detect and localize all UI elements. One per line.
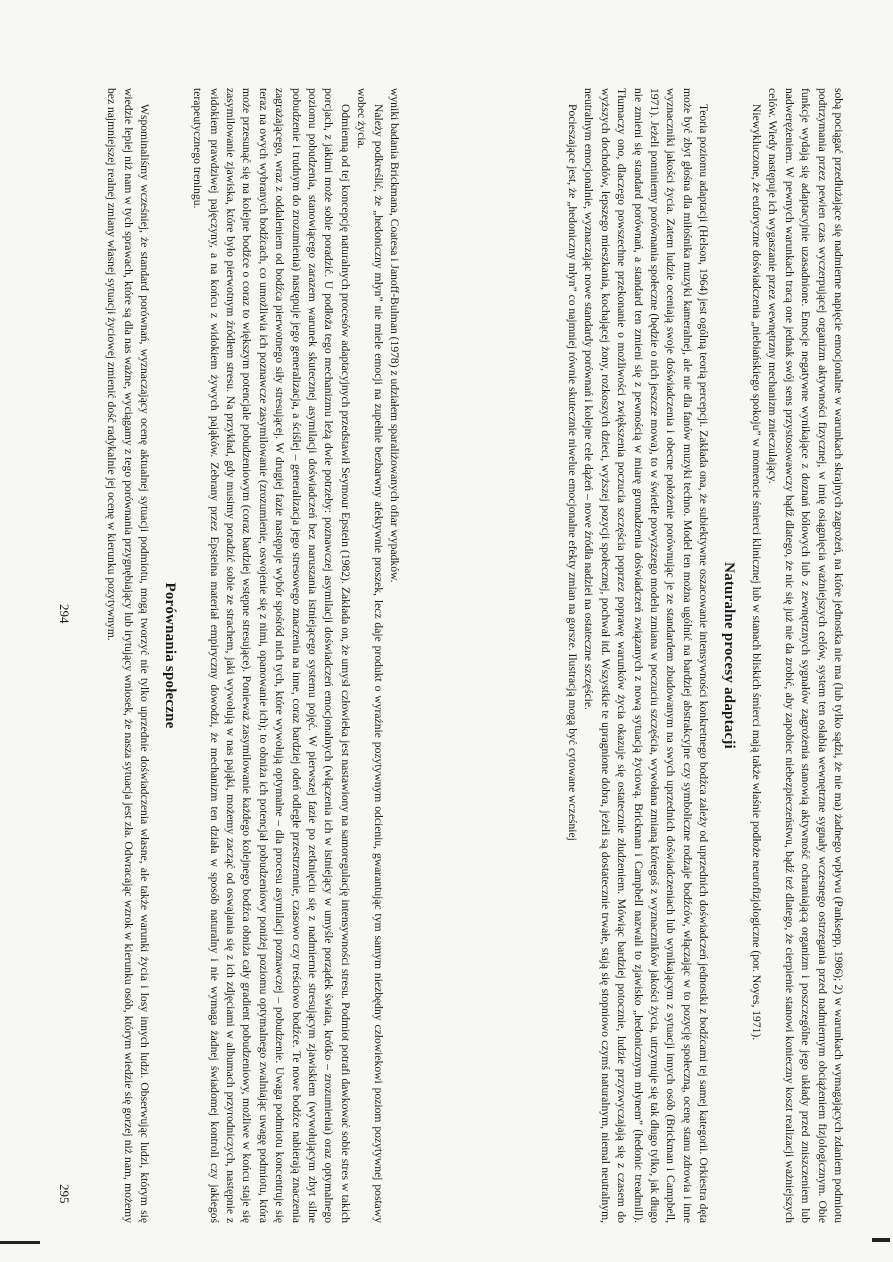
page-294 (431, 88, 846, 1223)
paragraph: Niewykluczone, że euforyczne doświadczenia „niebiańskiego spokoju” w momencie śmierci klinicznej lub w stanach bliskich śmierci mają także właśnie podłoże neurofizjologiczne (por. Noyes, 1971). (749, 104, 763, 1041)
paragraph: Odmienną od tej koncepcję naturalnych procesów adaptacyjnych przedstawił Seymour Epstein (1982). Zakłada on, że umysł człowieka jest nastawiony na samoregulację intensywności stresu. Podmiot potrafi dawkować sobie stres w takich porcjach, z jakimi może sobie poradzić. U podłoża tego mechanizmu leżą dwie potrzeby: poznawczej asymilacji doświadczeń emocjonalnych (włączenia ich w istniejący w umyśle porządek świata, krótko – zrozumienia) oraz optymalnego poziomu pobudzenia, stanowiącego zarazem warunek skutecznej asymilacji doświadczeń bez naruszania istniejącego systemu pojęć. W pierwszej fazie po zetknięciu się z nadmiernie stresującym zjawiskiem (wywołującym zbyt silne pobudzenie i trudnym do zrozumienia) następuje jego generalizacja, a ściślej – generalizacja jego stresowego znaczenia na inne, coraz bardziej odeń odległe przestrzennie, czasowo czy treściowo bodźce. Te nowe bodźce nabierają znaczenia zagrażającego, wraz z oddaleniem od bodźca pierwotnego siły stresującej. W drugiej fazie następuje wybór spośród nich tych, które wywołują optymalne – dla procesu asymilacji poznawczej – pobudzenie. Uwaga podmiotu koncentruje się teraz na owych wybranych bodźcach, co umożliwia ich poznawcze zasymilowanie (zrozumienie, oswojenie się z nimi, opanowanie ich); to obniża ich potencjał pobudzeniowy poniżej poziomu optymalnego zwalniając uwagę podmiotu, która może przesunąć się na kolejne bodźce o coraz to większym potencjale pobudzeniowym (coraz bardziej wstępne stresujące). Ponieważ zasymilowanie każdego kolejnego bodźca obniża cały gradient pobudzeniowy, możliwe w końcu staje się zasymilowanie zjawiska, które było pierwotnym źródłem stresu. Na przykład, gdy musimy poradzić sobie ze strachem, jaki wywołują w nas pająki, możemy zacząć od oswajania się z ich zdjęciami w albumach przyrodniczych, następnie z widokiem prawdziwej pajęczyny, a na końcu z widokiem żywych pająków. Zebrany przez Epsteina materiał empiryczny dowodzi, że mechanizm ten działa w sposób naturalny i nie wymaga żadnej świadomej kontroli czy jakiegoś terapeutycznego treningu. (191, 88, 352, 1223)
page-number: 295 (57, 1184, 72, 1204)
paragraph: Wspominaliśmy wcześniej, że standard porównań, wyznaczający ocenę aktualnej sytuacji podmiotu, mogą tworzyć nie tylko uprzednie doświadczenia własne, ale także warunki życia i losy innych ludzi. Obserwując ludzi, którym się wiedzie lepiej niż nam w tych sprawach, które są dla nas ważne, wyciągamy z tego porównania przygnębiający lub irytujący wniosek, że nasza sytuacja jest zła. Odwracając wzrok w kierunku osób, którym wiedzie się gorzej niż nam, możemy bez najmniejszej realnej zmiany własnej sytuacji życiowej zmienić dość radykalnie jej ocenę w kierunku pozytywnym. (105, 88, 152, 1223)
scan-edge-mark (872, 1238, 890, 1242)
scan-edge-mark (0, 1241, 40, 1244)
page-number: 294 (57, 604, 72, 624)
paragraph: Należy podkreślić, że „hedoniczny młyn” nie miele emocji na zupełnie bezbarwny afektywnie proszek, lecz daje produkt o wyraźnie pozytywnym odcieniu, gwarantując tym samym niezbędny człowiekowi poziom pozytywnej postawy wobec życia. (355, 88, 385, 1223)
paragraph: Teoria poziomu adaptacji (Helson, 1964) jest ogólną teorią percepcji. Zakłada ona, że subiektywne oszacowanie intensywności konkretnego bodźca zależy od uprzednich doświadczeń jednostki z bodźcami tej samej kategorii. Orkiestra dęta może być zbyt głośna dla miłośnika muzyki kameralnej, ale nie dla fanów muzyki techno. Model ten można ugólnić na bardziej abstrakcyjne czy symboliczne rodzaje bodźców, włączając w to pozycję społeczną, ocenę stanu zdrowia i inne wyznaczniki jakości życia. Zatem ludzie oceniają swoje doświadczenia i obecne położenie porównując je ze standardem zbudowanym na swych uprzednich doświadczeniach lub wynikającym z sytuacji innych osób (Brickman i Campbell, 1971). Jeżeli pominiemy porównania społeczne (będzie o nich jeszcze mowa), to w świetle powyższego modelu zmiana w poczuciu szczęścia, wywołana zmianą któregoś z wyznaczników jakości życia, utrzymuje się tak długo tylko, jak długo nie zmieni się standard porównań, a standard ten zmieni się z pewnością w miarę gromadzenia doświadczeń związanych z nową sytuacją życiową. Brickman i Campbell nazwali to zjawisko „hedonicznym młynem” (hedonic treadmill). Tłumaczy ono, dlaczego powszechne przekonanie o możliwości zwiększenia poczucia szczęścia poprzez poprawę warunków życia okazuje się ostatecznie złudzeniem. Mówiąc bardziej potocznie, ludzie przyzwyczajają się z czasem do wyższych dochodów, lepszego mieszkania, kochającej żony, rozkoszych dzieci, wyższej pozycji społecznej, pochwał itd. Wszystkie te upragnione dobra, jeżeli są dostatecznie trwałe, stają się stopniowo czymś naturalnym, niemal neutralnym, neutralnym emocjonalnie, wyznaczając nowe standardy porównań i kolejne cele dążeń – nowe źródła nadziei na ostateczne szczęście. (582, 88, 711, 1223)
page-295 (0, 88, 402, 1223)
paragraph: wyniki badania Brickmana, Coatesa i Janoff-Bulman (1978) z udziałem sparaliżowanych ofiar wypadków. (388, 88, 401, 583)
paragraph: sobą pociągać przedłużające się nadmierne napięcie emocjonalne w warunkach skrajnych zagrożeń, na które jednostka nie ma (lub tylko sądzi, że nie ma) żadnego wpływu (Panksepp, 1986); 2) w warunkach wymagających zdaniem podmiotu podtrzymania przez pewien czas wyczerpującej organizm aktywności fizycznej, w imię osiągnięcia ważniejszych celów, system ten osłabia wewnętrzne sygnały wczesnego ostrzegania przed nadmiernym obciążeniem fizjologicznym. Obie funkcje wydają się adaptacyjnie uzasadnione. Emocje negatywne wynikające z doznań bólowych lub z zewnętrznych sygnałów zagrożenia stanowią aktywność ochraniającą organizm i poszczególne jego układy przed zniszczeniem lub nadwerężeniem. W pewnych warunkach tracą one jednak swój sens przystosowawczy bądź dlatego, że nic się już nie da zrobić, aby zapobiec niebezpieczeństwu, bądź też dlatego, że cierpienie stanowi konieczny koszt realizacji ważniejszych celów. Wiedy następuje ich wygaszanie przez wewnętrzny mechanizm znieczulający. (766, 88, 845, 1223)
paragraph: Pocieszające jest, że „hedoniczny młyn” co najmniej równie skutecznie niwelue emocjonalne efekty zmian na gorsze. Ilustracją mogą być cytowane wcześniej (565, 104, 579, 841)
section-heading: Naturalne procesy adaptacji (720, 562, 737, 749)
section-heading: Porównania społeczne (161, 582, 178, 729)
